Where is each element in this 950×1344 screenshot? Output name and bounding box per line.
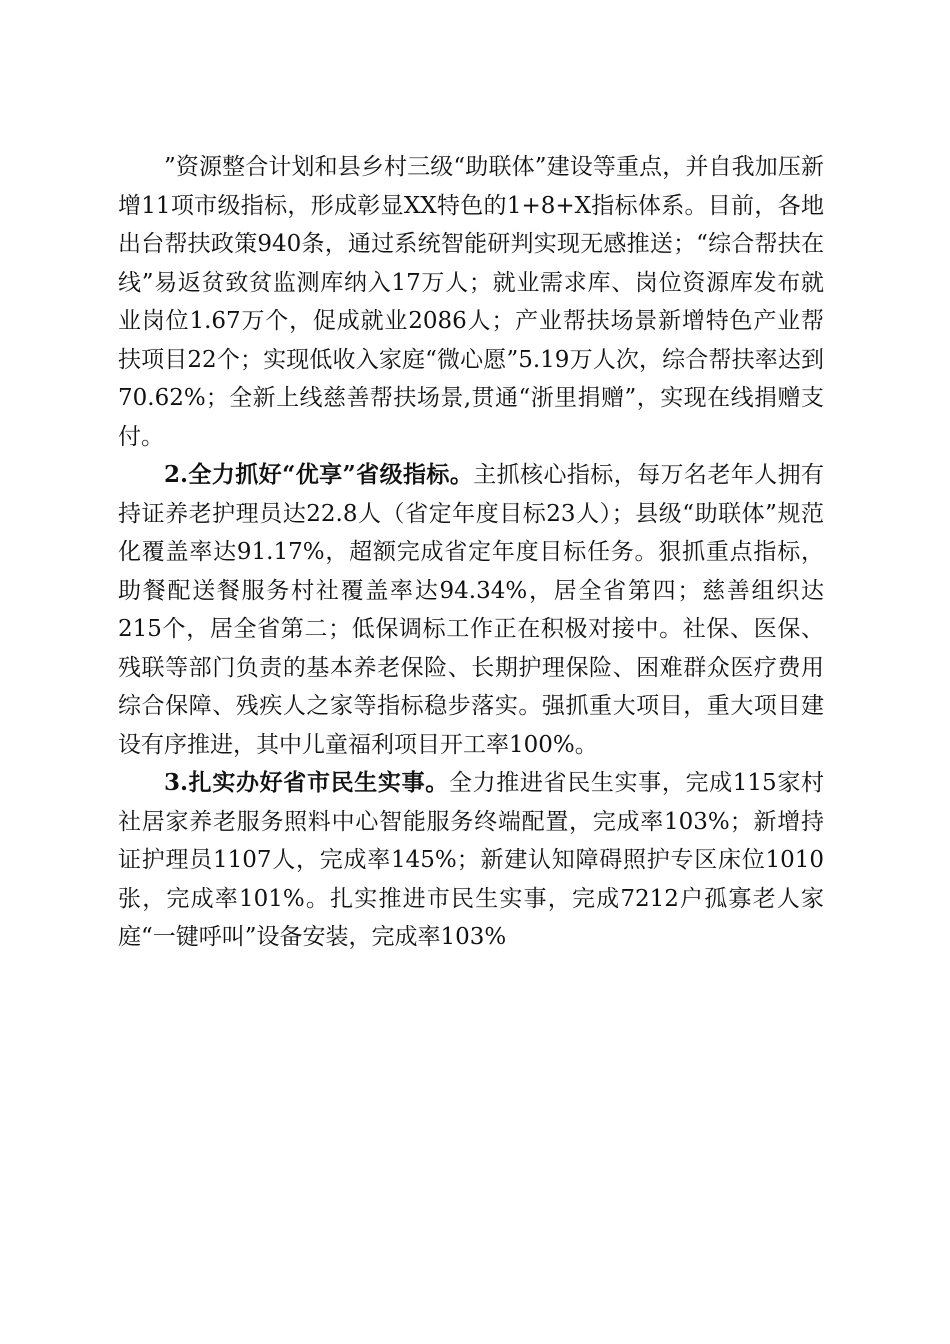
paragraph-3-text: 全力推进省民生实事，完成115家村社居家养老服务照料中心智能服务终端配置，完成率103%；新增持证护理员1107人，完成率145%；新建认知障碍照护专区床位1010张，完成率101%。扎实推进市民生实事，完成7212户孤寡老人家庭“一键呼叫”设备安装，完成率103% [118,770,825,950]
paragraph-2-text: 主抓核心指标，每万名老年人拥有持证养老护理员达22.8人（省定年度目标23人）；县级“助联体”规范化覆盖率达91.17%，超额完成省定年度目标任务。狠抓重点指标，助餐配送餐服务村社覆盖率达94.34%，居全省第四；慈善组织达215个，居全省第二；低保调标工作正在积极对接中。社保、医保、残联等部门负责的基本养老保险、长期护理保险、困难群众医疗费用综合保障、残疾人之家等指标稳步落实。强抓重大项目，重大项目建设有序推进，其中儿童福利项目开工率100%。 [118,462,824,758]
document-body [118,148,824,957]
paragraph-1 [118,148,824,456]
paragraph-2-heading: 2.全力抓好“优享”省级指标。 [164,461,474,488]
paragraph-1-text: ”资源整合计划和县乡村三级“助联体”建设等重点，并自我加压新增11项市级指标，形成彰显XX特色的1+8+X指标体系。目前，各地出台帮扶政策940条，通过系统智能研判实现无感推送；“综合帮扶在线”易返贫致贫监测库纳入17万人；就业需求库、岗位资源库发布就业岗位1.67万个，促成就业2086人；产业帮扶场景新增特色产业帮扶项目22个；实现低收入家庭“微心愿”5.19万人次，综合帮扶率达到70.62%；全新上线慈善帮扶场景,贯通“浙里捐赠”，实现在线捐赠支付。 [118,154,824,450]
paragraph-3-heading: 3.扎实办好省市民生实事。 [164,769,449,796]
paragraph-3 [118,764,824,957]
paragraph-2 [118,456,824,764]
